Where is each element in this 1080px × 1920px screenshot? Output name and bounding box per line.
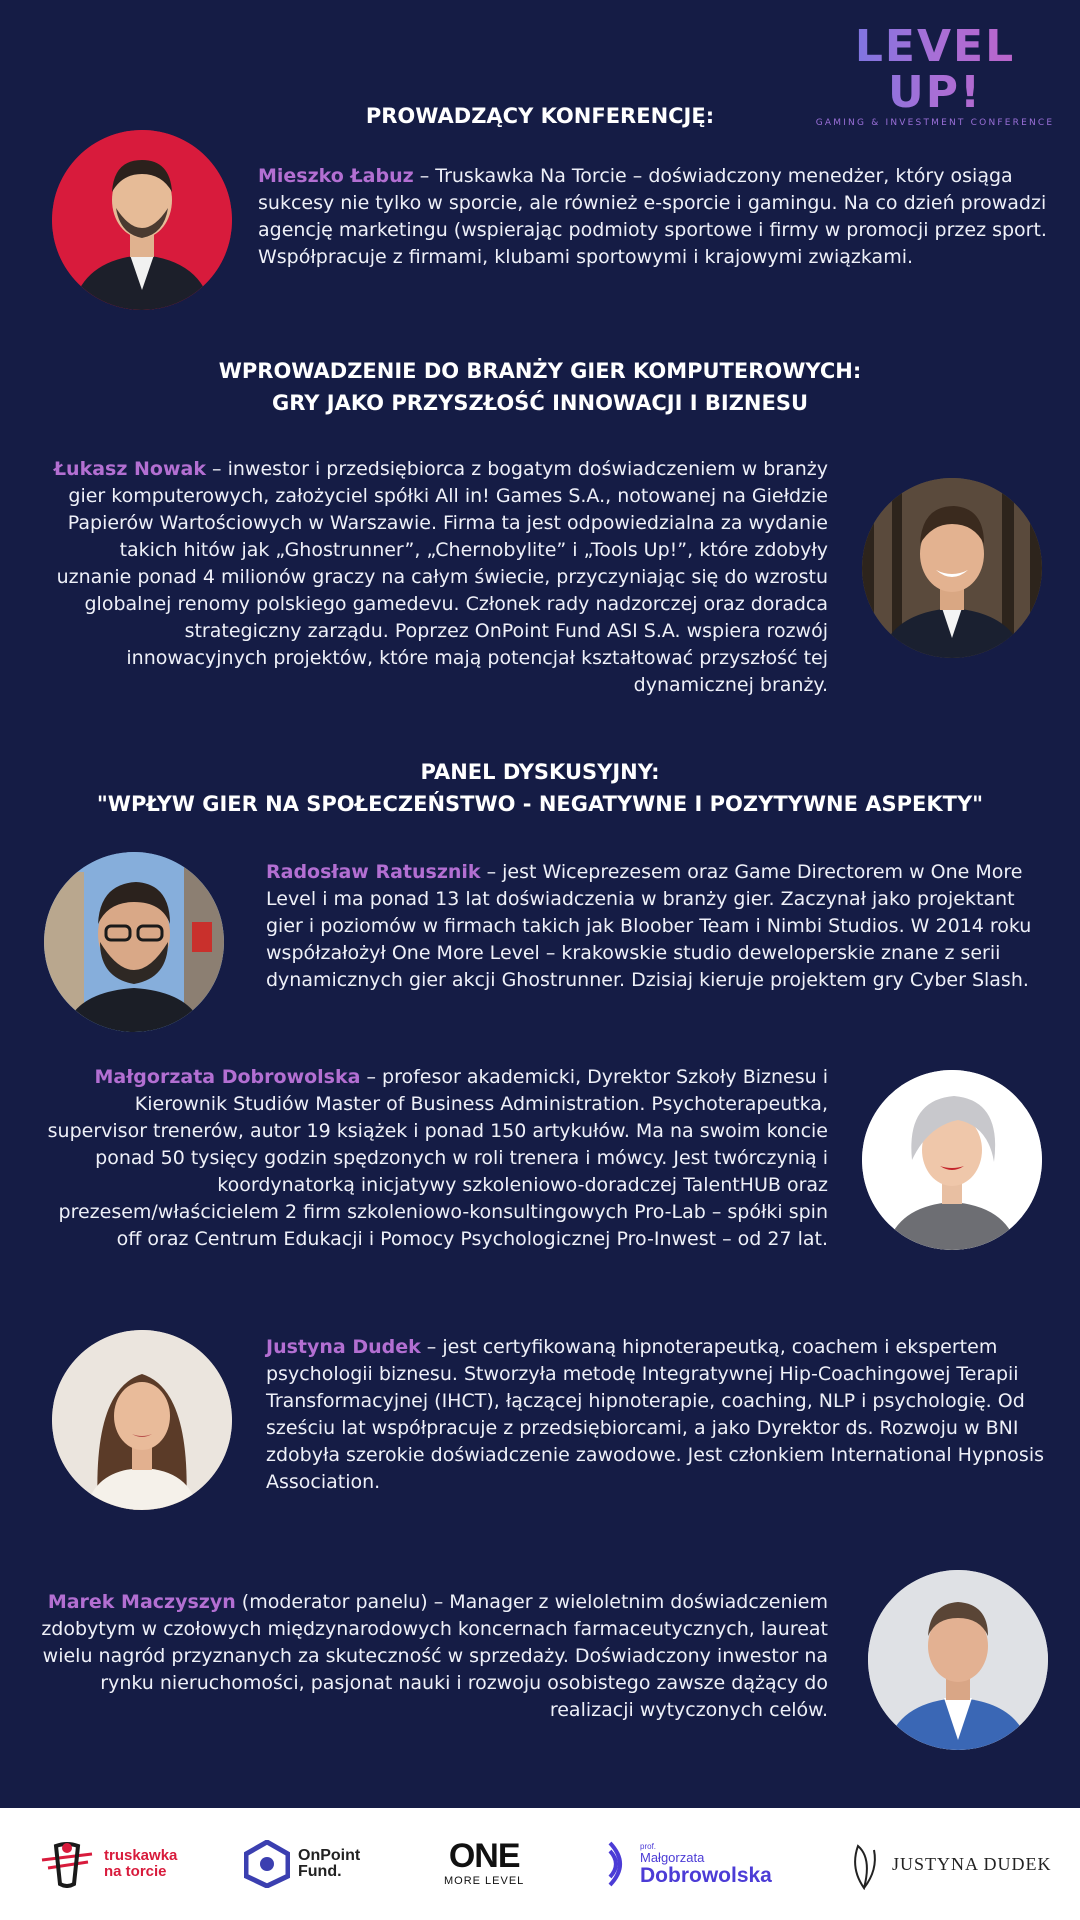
portrait-icon	[862, 478, 1042, 658]
sponsor-one-more-level	[444, 1838, 524, 1890]
onpoint-cube-icon	[244, 1840, 290, 1888]
speaker-name: Radosław Ratusznik	[266, 861, 481, 883]
sponsor-justyna-dudek	[844, 1838, 1052, 1890]
bio-radoslaw-ratusznik	[266, 859, 1048, 994]
speaker-bio: – profesor akademicki, Dyrektor Szkoły Biznesu i Kierownik Studiów Master of Business Administration. Psychoterapeutka, supervisor trenerów, autor 19 książek i ponad 150 artykułów. Ma na swoim koncie ponad 50 tysięcy godzin spędzonych w roli trenera i mówcy. Jest twórczynią i koordynatorką inicjatywy szkoleniowo-doradczej TalentHUB oraz prezesem/właścicielem 2 firm szkoleniowo-konsultingowych Pro-Lab – spółki spin off oraz Centrum Edukacji i Pomocy Psychologicznej Pro-Inwest – od 27 lat.	[47, 1066, 828, 1250]
avatar-radoslaw-ratusznik	[44, 852, 224, 1032]
dobro-line-1: Małgorzata	[640, 1849, 705, 1865]
portrait-icon	[862, 1070, 1042, 1250]
speaker-name: Justyna Dudek	[266, 1336, 421, 1358]
avatar-marek-maczyszyn	[868, 1570, 1048, 1750]
sponsor-onpoint-fund	[244, 1838, 360, 1890]
sponsors-footer	[0, 1808, 1080, 1920]
speaker-bio: – Truskawka Na Torcie – doświadczony menedżer, który osiąga sukcesy nie tylko w sporcie, ale również e-sporcie i gamingu. Na co dzień prowadzi agencję marketingu (wspierając podmioty sportowe i firmy w promocji przez sport. Współpracuje z firmami, klubami sportowymi i krajowymi związkami.	[258, 165, 1047, 268]
logo-subtitle: GAMING & INVESTMENT CONFERENCE	[815, 118, 1055, 128]
onpoint-line-2: Fund.	[298, 1863, 342, 1880]
speaker-bio: – jest Wiceprezesem oraz Game Directorem w One More Level i ma ponad 13 lat doświadczenia w branży gier. Zaczynał jako projektant gier i poziomów w firmach takich jak Bloober Team i Nimbi Studios. W 2014 roku współzałożył One More Level – krakowskie studio deweloperskie znane z serii dynamicznych gier akcji Ghostrunner. Dzisiaj kieruje projektem gry Cyber Slash.	[266, 861, 1032, 991]
bio-marek-maczyszyn	[40, 1589, 828, 1724]
portrait-icon	[868, 1570, 1048, 1750]
logo-text: LEVEL UP!	[815, 24, 1055, 116]
bio-justyna-dudek	[266, 1334, 1048, 1496]
sponsor-truskawka-na-torcie	[38, 1838, 177, 1890]
speaker-bio: (moderator panelu) – Manager z wieloletnim doświadczeniem zdobytym w czołowych międzynarodowych koncernach farmaceutycznych, laureat wielu nagród przyznanych za skuteczność w sprzedaży. Doświadczony inwestor na rynku nieruchomości, pasjonat nauki i rozwoju osobistego zawsze dążący do realizacji wytyczonych celów.	[41, 1591, 828, 1721]
intro-heading-line-1: WPROWADZENIE DO BRANŻY GIER KOMPUTEROWYCH:	[218, 359, 862, 383]
speaker-name: Marek Maczyszyn	[47, 1591, 236, 1613]
arc-mark-icon	[606, 1839, 632, 1889]
bio-lukasz-nowak	[40, 456, 828, 699]
hosts-heading: PROWADZĄCY KONFERENCJĘ:	[365, 104, 715, 128]
onpoint-line-1: OnPoint	[298, 1847, 361, 1864]
dobro-prefix: prof.	[640, 1841, 657, 1851]
sponsor-malgorzata-dobrowolska	[606, 1838, 772, 1890]
portrait-icon	[52, 130, 232, 310]
speaker-name: Mieszko Łabuz	[258, 165, 414, 187]
speaker-bio: – jest certyfikowaną hipnoterapeutką, coachem i ekspertem psychologii biznesu. Stworzyła metodę Integratywnej Hip-Coachingowej Terapii Transformacyjnej (IHCT), łączącej hipnoterapie, coaching, NLP i psychologię. Od sześciu lat współpracuje z przedsiębiorcami, a jako Dyrektor ds. Rozwoju w BNI zdobyła szerokie doświadczenie zawodowe. Jest członkiem International Hypnosis Association.	[266, 1336, 1044, 1493]
portrait-icon	[52, 1330, 232, 1510]
leaf-mark-icon	[844, 1838, 884, 1890]
avatar-malgorzata-dobrowolska	[862, 1070, 1042, 1250]
avatar-mieszko-labuz	[52, 130, 232, 310]
onemore-line-2: MORE LEVEL	[444, 1875, 525, 1887]
portrait-icon	[44, 852, 224, 1032]
panel-heading-line-2: "WPŁYW GIER NA SPOŁECZEŃSTWO - NEGATYWNE I POZYTYWNE ASPEKTY"	[96, 792, 984, 816]
speaker-bio: – inwestor i przedsiębiorca z bogatym doświadczeniem w branży gier komputerowych, założyciel spółki All in! Games S.A., notowanej na Giełdzie Papierów Wartościowych w Warszawie. Firma ta jest odpowiedzialna za wydanie takich hitów jak „Ghostrunner”, „Chernobylite” i „Tools Up!”, które zdobyły uznanie ponad 4 milionów graczy na całym świecie, przyczyniając się do wzrostu globalnej renomy polskiego gamedevu. Członek rady nadzorczej oraz doradca strategiczny zarządu. Poprzez OnPoint Fund ASI S.A. wspiera rozwój innowacyjnych projektów, które mają potencjał kształtować przyszłość tej dynamicznej branży.	[56, 458, 828, 696]
avatar-justyna-dudek	[52, 1330, 232, 1510]
speaker-name: Łukasz Nowak	[53, 458, 206, 480]
onemore-line-1: ONE	[448, 1837, 520, 1875]
dudek-text: JUSTYNA DUDEK	[892, 1854, 1052, 1874]
truskawka-line-1: truskawka	[104, 1847, 178, 1864]
speaker-name: Małgorzata Dobrowolska	[94, 1066, 361, 1088]
bio-malgorzata-dobrowolska	[40, 1064, 828, 1253]
avatar-lukasz-nowak	[862, 478, 1042, 658]
panel-heading-line-1: PANEL DYSKUSYJNY:	[420, 760, 660, 784]
bio-mieszko-labuz	[258, 163, 1048, 271]
intro-heading-line-2: GRY JAKO PRZYSZŁOŚĆ INNOWACJI I BIZNESU	[271, 391, 809, 415]
truskawka-line-2: na torcie	[104, 1863, 167, 1880]
strawberry-icon	[38, 1840, 96, 1888]
dobro-line-2: Dobrowolska	[640, 1863, 772, 1887]
